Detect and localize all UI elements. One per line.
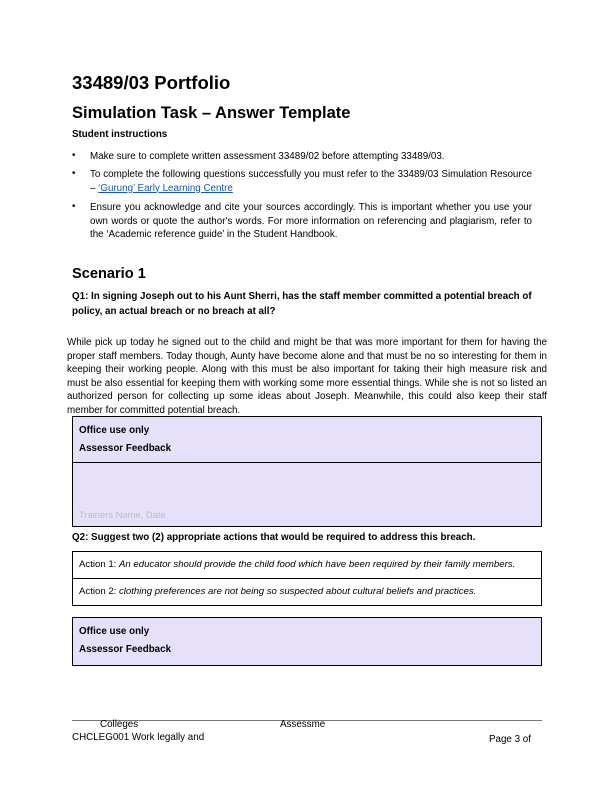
- trainer-name-date-placeholder: Trainers Name, Date: [79, 509, 166, 520]
- actions-table: [72, 551, 542, 606]
- scenario-heading: Scenario 1: [72, 266, 146, 282]
- office-use-label: Office use only: [79, 425, 150, 436]
- action-row[interactable]: [73, 552, 541, 578]
- instruction-text: Make sure to complete written assessment 33489/02 before attempting 33489/03.: [90, 151, 445, 162]
- footer-colleges: Colleges: [100, 719, 139, 730]
- action-label: Action 1:: [79, 559, 119, 570]
- footer-assessment: Assessme: [280, 719, 326, 730]
- instruction-bullet: [72, 168, 532, 195]
- instructions-heading: Student instructions: [72, 129, 168, 140]
- simulation-resource-link[interactable]: ‘Gurung’ Early Learning Centre: [98, 182, 233, 194]
- instruction-text: Ensure you acknowledge and cite your sources accordingly. This is important whether you use your own words or quote the author's words. For more information on referencing and plagiarism, refer to the ‘Academic reference guide’ in the Student Handbook.: [90, 202, 532, 241]
- action-row[interactable]: [73, 578, 541, 605]
- question-1: Q1: In signing Joseph out to his Aunt Sherri, has the staff member committed a potential breach of policy, an actual breach or no breach at all?: [72, 291, 532, 317]
- feedback-header: [73, 417, 541, 462]
- question-2: Q2: Suggest two (2) appropriate actions that would be required to address this breach.: [72, 532, 476, 543]
- footer-page-number: Page 3 of: [489, 734, 531, 745]
- instruction-bullet: [72, 201, 532, 242]
- bullet-dot: •: [72, 168, 76, 179]
- bullet-dot: •: [72, 201, 76, 212]
- feedback-header: [73, 618, 541, 665]
- assessor-feedback-box: [72, 416, 542, 527]
- instruction-text-part: To complete the following questions successfully you must refer to the 33489/03 Simulation Resource –: [90, 169, 532, 194]
- assessor-feedback-box-2: [72, 617, 542, 666]
- document-title: 33489/03 Portfolio: [72, 72, 231, 93]
- feedback-entry-area[interactable]: [73, 462, 541, 526]
- instruction-bullet: [72, 150, 532, 164]
- office-use-label: Office use only: [79, 626, 150, 637]
- bullet-dot: •: [72, 150, 76, 161]
- action-text: clothing preferences are not being so suspected about cultural beliefs and practices.: [119, 586, 477, 597]
- footer-unit-code: CHCLEG001 Work legally and: [72, 732, 205, 743]
- action-label: Action 2:: [79, 586, 119, 597]
- answer-1[interactable]: While pick up today he signed out to the child and might be that was more important for them for having the proper staff members. Today though, Aunty have become alone and that must be no so interesting for them in keeping their working people. Along with this must be also important for taking their high measure risk and must be also essential for keeping them with working some more essential things. While she is not so listed an authorized person for collecting up some ideas about Joseph. Meanwhile, this could also keep their staff member for committed potential breach.: [67, 337, 547, 416]
- action-text: An educator should provide the child food which have been required by their family members.: [119, 559, 516, 570]
- assessor-feedback-label: Assessor Feedback: [79, 644, 172, 655]
- instruction-text: [90, 168, 532, 195]
- document-subtitle: Simulation Task – Answer Template: [72, 104, 351, 122]
- assessor-feedback-label: Assessor Feedback: [79, 443, 172, 454]
